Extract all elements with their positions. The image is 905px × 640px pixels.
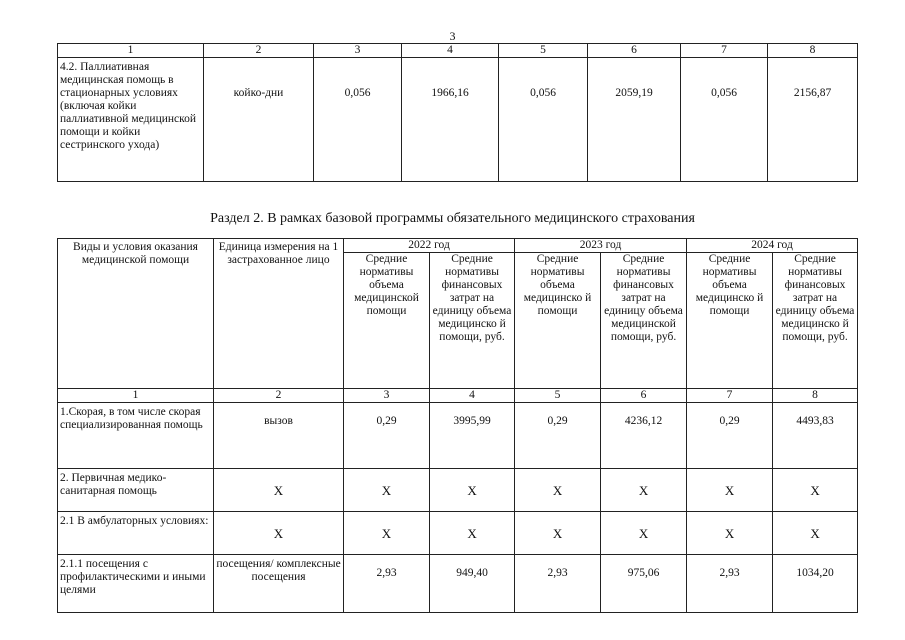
- row-name: 2.1 В амбулаторных условиях:: [58, 512, 214, 555]
- col-number: 4: [430, 389, 515, 403]
- row-value: X: [430, 512, 515, 555]
- row-value: X: [430, 469, 515, 512]
- subheader-volume: Средние нормативы объема медицинско й помощи: [687, 253, 773, 389]
- col-number: 1: [58, 389, 214, 403]
- col-number: 8: [768, 44, 858, 58]
- table-row: [58, 512, 858, 555]
- row-value: 975,06: [601, 555, 687, 613]
- table2-number-row: [58, 389, 858, 403]
- row-value: 1966,16: [402, 58, 499, 182]
- table-palliative: [57, 43, 858, 182]
- row-unit: посещения/ комплексные посещения: [214, 555, 344, 613]
- page-number: 3: [449, 29, 456, 43]
- row-unit: койко-дни: [204, 58, 314, 182]
- row-value: 0,056: [314, 58, 402, 182]
- col-number: 4: [402, 44, 499, 58]
- subheader-cost: Средние нормативы финансовых затрат на единицу объема медицинской помощи, руб.: [601, 253, 687, 389]
- header-year: 2023 год: [515, 239, 687, 253]
- row-value: 2,93: [687, 555, 773, 613]
- row-name: 2.1.1 посещения с профилактическими и иными целями: [58, 555, 214, 613]
- col-number: 5: [499, 44, 588, 58]
- subheader-volume: Средние нормативы объема медицинской помощи: [344, 253, 430, 389]
- col-number: 2: [214, 389, 344, 403]
- row-value: 4236,12: [601, 403, 687, 469]
- row-value: 949,40: [430, 555, 515, 613]
- col-number: 3: [314, 44, 402, 58]
- row-value: X: [601, 469, 687, 512]
- row-name: 4.2. Паллиативная медицинская помощь в стационарных условиях (включая койки паллиативной медицинской помощи и койки сестринского ухода): [58, 58, 204, 182]
- row-value: 0,29: [344, 403, 430, 469]
- row-value: X: [515, 512, 601, 555]
- row-value: 4493,83: [773, 403, 858, 469]
- row-value: X: [515, 469, 601, 512]
- table-oms: [57, 238, 858, 613]
- row-value: 2156,87: [768, 58, 858, 182]
- col-number: 2: [204, 44, 314, 58]
- subheader-cost: Средние нормативы финансовых затрат на единицу объема медицинско й помощи, руб.: [773, 253, 858, 389]
- col-number: 7: [687, 389, 773, 403]
- row-value: 3995,99: [430, 403, 515, 469]
- row-value: X: [773, 469, 858, 512]
- row-value: 2,93: [344, 555, 430, 613]
- table2-year-row: [58, 239, 858, 253]
- row-value: 0,29: [687, 403, 773, 469]
- col-number: 3: [344, 389, 430, 403]
- col-number: 7: [681, 44, 768, 58]
- header-year: 2022 год: [344, 239, 515, 253]
- row-name: 1.Скорая, в том числе скорая специализированная помощь: [58, 403, 214, 469]
- table-row: [58, 555, 858, 613]
- subheader-volume: Средние нормативы объема медицинско й помощи: [515, 253, 601, 389]
- row-unit: вызов: [214, 403, 344, 469]
- header-unit: Единица измерения на 1 застрахованное лицо: [214, 239, 344, 389]
- col-number: 5: [515, 389, 601, 403]
- col-number: 6: [588, 44, 681, 58]
- row-value: 1034,20: [773, 555, 858, 613]
- row-name: 2. Первичная медико-санитарная помощь: [58, 469, 214, 512]
- row-value: X: [344, 512, 430, 555]
- table-row: [58, 403, 858, 469]
- row-value: X: [687, 512, 773, 555]
- col-number: 1: [58, 44, 204, 58]
- table-row: [58, 58, 858, 182]
- table-row: [58, 469, 858, 512]
- row-value: X: [601, 512, 687, 555]
- row-unit: X: [214, 469, 344, 512]
- header-types: Виды и условия оказания медицинской помощи: [58, 239, 214, 389]
- row-value: 0,056: [681, 58, 768, 182]
- section-title: Раздел 2. В рамках базовой программы обязательного медицинского страхования: [210, 211, 695, 226]
- row-value: X: [773, 512, 858, 555]
- row-value: 0,29: [515, 403, 601, 469]
- row-unit: X: [214, 512, 344, 555]
- row-value: X: [687, 469, 773, 512]
- row-value: 2,93: [515, 555, 601, 613]
- row-value: X: [344, 469, 430, 512]
- row-value: 2059,19: [588, 58, 681, 182]
- subheader-cost: Средние нормативы финансовых затрат на единицу объема медицинско й помощи, руб.: [430, 253, 515, 389]
- col-number: 8: [773, 389, 858, 403]
- header-year: 2024 год: [687, 239, 858, 253]
- col-number: 6: [601, 389, 687, 403]
- row-value: 0,056: [499, 58, 588, 182]
- table1-number-row: [58, 44, 858, 58]
